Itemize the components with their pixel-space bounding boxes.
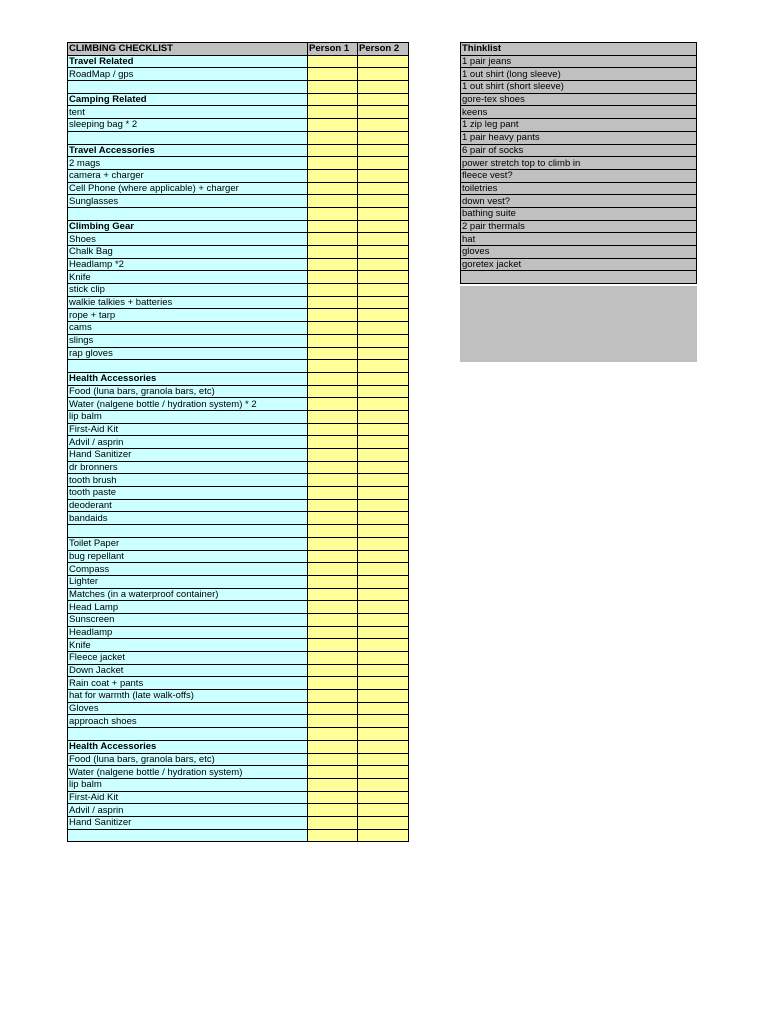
checklist-row: [68, 626, 409, 639]
checklist-row: [68, 106, 409, 119]
item-label: Water (nalgene bottle / hydration system): [68, 766, 308, 779]
section-heading: Travel Accessories: [68, 144, 308, 157]
person-2-check-cell[interactable]: [358, 220, 409, 233]
checklist-row: [68, 119, 409, 132]
person-2-check-cell[interactable]: [358, 487, 409, 500]
person-2-check-cell[interactable]: [358, 766, 409, 779]
item-label: Knife: [68, 639, 308, 652]
item-label: [68, 131, 308, 144]
checklist-row: [68, 169, 409, 182]
person-2-check-cell[interactable]: [358, 55, 409, 68]
thinklist-row: [461, 258, 697, 271]
person-2-check-cell[interactable]: [358, 385, 409, 398]
thinklist-row: [461, 220, 697, 233]
person-1-check-cell[interactable]: [308, 220, 358, 233]
person-2-check-cell[interactable]: [358, 512, 409, 525]
person-1-check-cell[interactable]: [308, 537, 358, 550]
checklist-row: [68, 652, 409, 665]
checklist-row: [68, 829, 409, 842]
section-row: [68, 144, 409, 157]
person-2-check-cell[interactable]: [358, 106, 409, 119]
person-1-check-cell[interactable]: [308, 55, 358, 68]
person-1-check-cell[interactable]: [308, 588, 358, 601]
person-1-check-cell[interactable]: [308, 81, 358, 94]
person-2-check-cell[interactable]: [358, 829, 409, 842]
person-2-check-cell[interactable]: [358, 499, 409, 512]
thinklist-row: [461, 106, 697, 119]
thinklist-row: [461, 246, 697, 259]
person-2-check-cell[interactable]: [358, 639, 409, 652]
checklist-row: [68, 449, 409, 462]
person-1-check-cell[interactable]: [308, 182, 358, 195]
thinklist-item: bathing suite: [461, 207, 697, 220]
checklist-row: [68, 461, 409, 474]
person-1-check-cell[interactable]: [308, 322, 358, 335]
person-1-check-cell[interactable]: [308, 246, 358, 259]
thinklist-item: power stretch top to climb in: [461, 157, 697, 170]
thinklist-item: hat: [461, 233, 697, 246]
person-2-check-cell[interactable]: [358, 246, 409, 259]
checklist-row: [68, 182, 409, 195]
person-2-check-cell[interactable]: [358, 398, 409, 411]
checklist-row: [68, 512, 409, 525]
item-label: cams: [68, 322, 308, 335]
person-1-check-cell[interactable]: [308, 258, 358, 271]
checklist-row: [68, 246, 409, 259]
person-2-header: Person 2: [358, 43, 409, 56]
checklist-row: [68, 550, 409, 563]
checklist-row: [68, 309, 409, 322]
checklist-row: [68, 816, 409, 829]
person-2-check-cell[interactable]: [358, 233, 409, 246]
item-label: approach shoes: [68, 715, 308, 728]
person-2-check-cell[interactable]: [358, 144, 409, 157]
person-1-check-cell[interactable]: [308, 106, 358, 119]
person-1-check-cell[interactable]: [308, 334, 358, 347]
item-label: camera + charger: [68, 169, 308, 182]
person-1-check-cell[interactable]: [308, 271, 358, 284]
item-label: sleeping bag * 2: [68, 119, 308, 132]
thinklist-shaded-area: [460, 286, 697, 362]
item-label: Food (luna bars, granola bars, etc): [68, 753, 308, 766]
thinklist-item: 1 pair jeans: [461, 55, 697, 68]
item-label: rap gloves: [68, 347, 308, 360]
item-label: Cell Phone (where applicable) + charger: [68, 182, 308, 195]
section-heading: Camping Related: [68, 93, 308, 106]
checklist-row: [68, 157, 409, 170]
checklist-row: [68, 398, 409, 411]
checklist-row: [68, 690, 409, 703]
checklist-row: [68, 195, 409, 208]
person-1-check-cell[interactable]: [308, 385, 358, 398]
person-2-check-cell[interactable]: [358, 575, 409, 588]
item-label: deoderant: [68, 499, 308, 512]
person-2-check-cell[interactable]: [358, 702, 409, 715]
person-2-check-cell[interactable]: [358, 626, 409, 639]
person-1-check-cell[interactable]: [308, 715, 358, 728]
person-2-check-cell[interactable]: [358, 461, 409, 474]
checklist-row: [68, 702, 409, 715]
thinklist-row: [461, 207, 697, 220]
checklist-row: [68, 436, 409, 449]
person-1-check-cell[interactable]: [308, 804, 358, 817]
thinklist-row: [461, 81, 697, 94]
person-2-check-cell[interactable]: [358, 525, 409, 538]
thinklist-item: 6 pair of socks: [461, 144, 697, 157]
person-1-check-cell[interactable]: [308, 93, 358, 106]
checklist-row: [68, 563, 409, 576]
thinklist-item: [461, 271, 697, 284]
item-label: Shoes: [68, 233, 308, 246]
person-2-check-cell[interactable]: [358, 334, 409, 347]
person-1-check-cell[interactable]: [308, 157, 358, 170]
person-1-check-cell[interactable]: [308, 119, 358, 132]
person-2-check-cell[interactable]: [358, 309, 409, 322]
checklist-row: [68, 131, 409, 144]
person-1-check-cell[interactable]: [308, 233, 358, 246]
person-1-header: Person 1: [308, 43, 358, 56]
person-2-check-cell[interactable]: [358, 131, 409, 144]
climbing-checklist-table: [67, 42, 409, 842]
person-1-check-cell[interactable]: [308, 677, 358, 690]
thinklist-row: [461, 169, 697, 182]
item-label: walkie talkies + batteries: [68, 296, 308, 309]
item-label: Knife: [68, 271, 308, 284]
checklist-row: [68, 677, 409, 690]
item-label: rope + tarp: [68, 309, 308, 322]
person-2-check-cell[interactable]: [358, 778, 409, 791]
item-label: Rain coat + pants: [68, 677, 308, 690]
checklist-row: [68, 474, 409, 487]
person-1-check-cell[interactable]: [308, 626, 358, 639]
item-label: Sunglasses: [68, 195, 308, 208]
item-label: [68, 81, 308, 94]
thinklist-item: gloves: [461, 246, 697, 259]
item-label: Lighter: [68, 575, 308, 588]
person-2-check-cell[interactable]: [358, 347, 409, 360]
person-1-check-cell[interactable]: [308, 436, 358, 449]
thinklist-row: [461, 144, 697, 157]
person-2-check-cell[interactable]: [358, 322, 409, 335]
person-2-check-cell[interactable]: [358, 537, 409, 550]
item-label: Advil / asprin: [68, 804, 308, 817]
checklist-row: [68, 588, 409, 601]
person-2-check-cell[interactable]: [358, 195, 409, 208]
person-1-check-cell[interactable]: [308, 829, 358, 842]
thinklist-row: [461, 68, 697, 81]
person-1-check-cell[interactable]: [308, 296, 358, 309]
item-label: dr bronners: [68, 461, 308, 474]
item-label: stick clip: [68, 284, 308, 297]
person-1-check-cell[interactable]: [308, 512, 358, 525]
item-label: lip balm: [68, 410, 308, 423]
person-2-check-cell[interactable]: [358, 169, 409, 182]
section-heading: Travel Related: [68, 55, 308, 68]
person-2-check-cell[interactable]: [358, 449, 409, 462]
checklist-row: [68, 81, 409, 94]
person-1-check-cell[interactable]: [308, 550, 358, 563]
item-label: Headlamp *2: [68, 258, 308, 271]
person-1-check-cell[interactable]: [308, 144, 358, 157]
item-label: [68, 360, 308, 373]
person-2-check-cell[interactable]: [358, 816, 409, 829]
person-1-check-cell[interactable]: [308, 563, 358, 576]
person-1-check-cell[interactable]: [308, 664, 358, 677]
person-1-check-cell[interactable]: [308, 791, 358, 804]
checklist-row: [68, 296, 409, 309]
thinklist-item: down vest?: [461, 195, 697, 208]
item-label: tent: [68, 106, 308, 119]
person-2-check-cell[interactable]: [358, 804, 409, 817]
thinklist-item: 1 zip leg pant: [461, 119, 697, 132]
thinklist-row: [461, 157, 697, 170]
person-1-check-cell[interactable]: [308, 207, 358, 220]
thinklist-item: toiletries: [461, 182, 697, 195]
person-2-check-cell[interactable]: [358, 207, 409, 220]
person-2-check-cell[interactable]: [358, 677, 409, 690]
person-1-check-cell[interactable]: [308, 68, 358, 81]
person-2-check-cell[interactable]: [358, 271, 409, 284]
person-1-check-cell[interactable]: [308, 410, 358, 423]
checklist-row: [68, 715, 409, 728]
checklist-row: [68, 525, 409, 538]
item-label: bug repellant: [68, 550, 308, 563]
item-label: lip balm: [68, 778, 308, 791]
checklist-row: [68, 233, 409, 246]
person-2-check-cell[interactable]: [358, 360, 409, 373]
checklist-row: [68, 284, 409, 297]
thinklist-item: fleece vest?: [461, 169, 697, 182]
item-label: hat for warmth (late walk-offs): [68, 690, 308, 703]
section-heading: Health Accessories: [68, 372, 308, 385]
checklist-row: [68, 423, 409, 436]
person-2-check-cell[interactable]: [358, 715, 409, 728]
item-label: First-Aid Kit: [68, 791, 308, 804]
thinklist-item: 1 pair heavy pants: [461, 131, 697, 144]
checklist-row: [68, 537, 409, 550]
thinklist-row: [461, 271, 697, 284]
item-label: Chalk Bag: [68, 246, 308, 259]
person-1-check-cell[interactable]: [308, 461, 358, 474]
item-label: [68, 207, 308, 220]
item-label: Hand Sanitizer: [68, 816, 308, 829]
checklist-row: [68, 360, 409, 373]
item-label: [68, 829, 308, 842]
thinklist-title: Thinklist: [461, 43, 697, 56]
thinklist-row: [461, 93, 697, 106]
item-label: Advil / asprin: [68, 436, 308, 449]
checklist-row: [68, 347, 409, 360]
person-2-check-cell[interactable]: [358, 601, 409, 614]
person-2-check-cell[interactable]: [358, 550, 409, 563]
person-1-check-cell[interactable]: [308, 702, 358, 715]
person-2-check-cell[interactable]: [358, 119, 409, 132]
person-2-check-cell[interactable]: [358, 372, 409, 385]
checklist-row: [68, 410, 409, 423]
thinklist-row: [461, 182, 697, 195]
person-1-check-cell[interactable]: [308, 284, 358, 297]
person-1-check-cell[interactable]: [308, 372, 358, 385]
thinklist-row: [461, 195, 697, 208]
person-2-check-cell[interactable]: [358, 740, 409, 753]
checklist-row: [68, 271, 409, 284]
person-1-check-cell[interactable]: [308, 652, 358, 665]
item-label: Toilet Paper: [68, 537, 308, 550]
section-heading: Health Accessories: [68, 740, 308, 753]
person-2-check-cell[interactable]: [358, 410, 409, 423]
thinklist-body: [461, 43, 697, 284]
item-label: Fleece jacket: [68, 652, 308, 665]
item-label: Food (luna bars, granola bars, etc): [68, 385, 308, 398]
person-2-check-cell[interactable]: [358, 728, 409, 741]
thinklist-row: [461, 233, 697, 246]
section-row: [68, 55, 409, 68]
section-row: [68, 220, 409, 233]
thinklist-item: keens: [461, 106, 697, 119]
person-1-check-cell[interactable]: [308, 778, 358, 791]
section-heading: Climbing Gear: [68, 220, 308, 233]
person-1-check-cell[interactable]: [308, 613, 358, 626]
checklist-row: [68, 664, 409, 677]
checklist-row: [68, 258, 409, 271]
checklist-row: [68, 753, 409, 766]
checklist-body: [68, 43, 409, 842]
person-1-check-cell[interactable]: [308, 499, 358, 512]
checklist-row: [68, 334, 409, 347]
item-label: Head Lamp: [68, 601, 308, 614]
person-2-check-cell[interactable]: [358, 284, 409, 297]
item-label: Gloves: [68, 702, 308, 715]
person-1-check-cell[interactable]: [308, 601, 358, 614]
person-2-check-cell[interactable]: [358, 791, 409, 804]
person-1-check-cell[interactable]: [308, 169, 358, 182]
item-label: RoadMap / gps: [68, 68, 308, 81]
person-1-check-cell[interactable]: [308, 131, 358, 144]
thinklist-item: 1 out shirt (long sleeve): [461, 68, 697, 81]
thinklist-item: gore-tex shoes: [461, 93, 697, 106]
item-label: Compass: [68, 563, 308, 576]
person-1-check-cell[interactable]: [308, 728, 358, 741]
person-2-check-cell[interactable]: [358, 664, 409, 677]
person-1-check-cell[interactable]: [308, 816, 358, 829]
person-1-check-cell[interactable]: [308, 487, 358, 500]
person-1-check-cell[interactable]: [308, 195, 358, 208]
item-label: Down Jacket: [68, 664, 308, 677]
item-label: Water (nalgene bottle / hydration system) * 2: [68, 398, 308, 411]
item-label: Headlamp: [68, 626, 308, 639]
checklist-row: [68, 613, 409, 626]
thinklist-item: 1 out shirt (short sleeve): [461, 81, 697, 94]
thinklist-item: 2 pair thermals: [461, 220, 697, 233]
person-1-check-cell[interactable]: [308, 360, 358, 373]
person-2-check-cell[interactable]: [358, 81, 409, 94]
checklist-row: [68, 766, 409, 779]
person-1-check-cell[interactable]: [308, 398, 358, 411]
checklist-row: [68, 499, 409, 512]
item-label: Sunscreen: [68, 613, 308, 626]
person-2-check-cell[interactable]: [358, 613, 409, 626]
checklist-row: [68, 778, 409, 791]
checklist-row: [68, 804, 409, 817]
person-1-check-cell[interactable]: [308, 690, 358, 703]
person-2-check-cell[interactable]: [358, 423, 409, 436]
checklist-row: [68, 487, 409, 500]
person-2-check-cell[interactable]: [358, 258, 409, 271]
thinklist-header-row: [461, 43, 697, 56]
thinklist-table: [460, 42, 697, 284]
item-label: slings: [68, 334, 308, 347]
thinklist-row: [461, 119, 697, 132]
person-2-check-cell[interactable]: [358, 690, 409, 703]
person-1-check-cell[interactable]: [308, 309, 358, 322]
item-label: tooth paste: [68, 487, 308, 500]
section-row: [68, 740, 409, 753]
item-label: bandaids: [68, 512, 308, 525]
thinklist-item: goretex jacket: [461, 258, 697, 271]
person-2-check-cell[interactable]: [358, 652, 409, 665]
item-label: [68, 728, 308, 741]
person-2-check-cell[interactable]: [358, 93, 409, 106]
person-1-check-cell[interactable]: [308, 639, 358, 652]
person-1-check-cell[interactable]: [308, 449, 358, 462]
checklist-row: [68, 791, 409, 804]
checklist-title: CLIMBING CHECKLIST: [68, 43, 308, 56]
section-row: [68, 372, 409, 385]
person-1-check-cell[interactable]: [308, 575, 358, 588]
person-2-check-cell[interactable]: [358, 182, 409, 195]
checklist-row: [68, 601, 409, 614]
person-2-check-cell[interactable]: [358, 436, 409, 449]
thinklist-row: [461, 55, 697, 68]
checklist-row: [68, 575, 409, 588]
person-1-check-cell[interactable]: [308, 766, 358, 779]
person-1-check-cell[interactable]: [308, 347, 358, 360]
person-2-check-cell[interactable]: [358, 753, 409, 766]
checklist-header-row: [68, 43, 409, 56]
person-2-check-cell[interactable]: [358, 68, 409, 81]
checklist-row: [68, 322, 409, 335]
person-2-check-cell[interactable]: [358, 157, 409, 170]
checklist-row: [68, 639, 409, 652]
person-1-check-cell[interactable]: [308, 525, 358, 538]
item-label: First-Aid Kit: [68, 423, 308, 436]
checklist-row: [68, 207, 409, 220]
person-1-check-cell[interactable]: [308, 474, 358, 487]
person-1-check-cell[interactable]: [308, 740, 358, 753]
person-2-check-cell[interactable]: [358, 563, 409, 576]
person-1-check-cell[interactable]: [308, 423, 358, 436]
checklist-row: [68, 728, 409, 741]
person-2-check-cell[interactable]: [358, 588, 409, 601]
section-row: [68, 93, 409, 106]
item-label: Matches (in a waterproof container): [68, 588, 308, 601]
checklist-row: [68, 68, 409, 81]
item-label: Hand Sanitizer: [68, 449, 308, 462]
item-label: [68, 525, 308, 538]
thinklist-row: [461, 131, 697, 144]
person-2-check-cell[interactable]: [358, 474, 409, 487]
person-2-check-cell[interactable]: [358, 296, 409, 309]
checklist-row: [68, 385, 409, 398]
item-label: tooth brush: [68, 474, 308, 487]
person-1-check-cell[interactable]: [308, 753, 358, 766]
item-label: 2 mags: [68, 157, 308, 170]
